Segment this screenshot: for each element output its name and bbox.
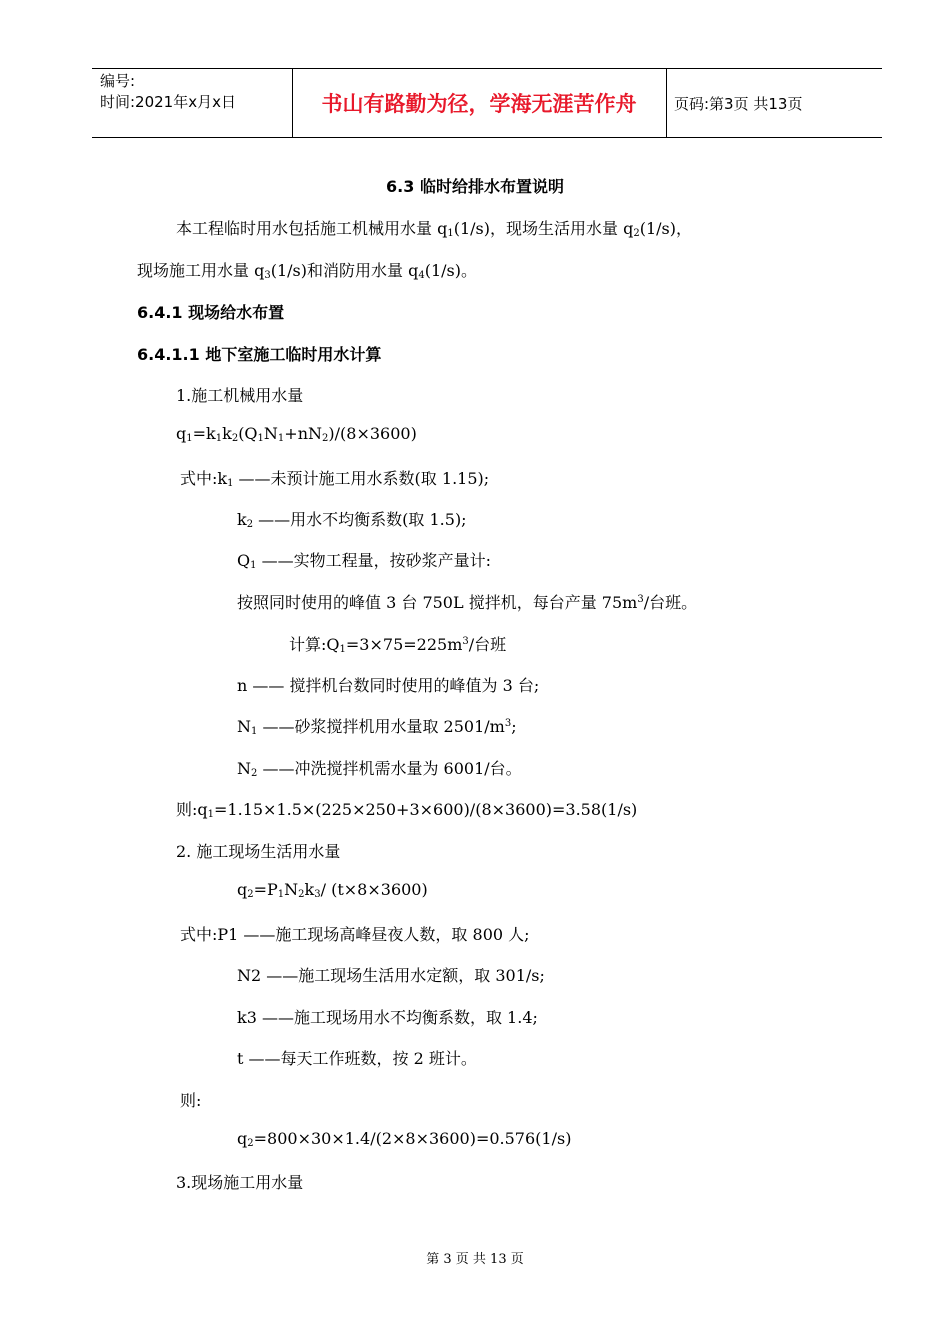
item2-n2: N2 ——施工现场生活用水定额，取 301/s; [237,966,545,985]
item2-p1: 式中:P1 ——施工现场高峰昼夜人数，取 800 人; [180,925,530,944]
header-divider [666,69,667,137]
item2-formula: $q_2=P_1N_2k_3/$ (t×8×3600) [237,880,428,900]
item1-heading: 1.施工机械用水量 [176,386,304,405]
item1-result: 则$:q_1=1.15\times 1.5\times(225\times 250+3\times 600)/(8\times 3600)=3.58(1/s)$ [176,800,638,820]
item2-k3: k3 ——施工现场用水不均衡系数，取 1.4; [237,1008,538,1027]
item1-peak: 按照同时使用的峰值 3 台 750L 搅拌机，每台产量 $75m^3/$台班。 [237,593,698,612]
page-footer: 第 3 页 共 13 页 [426,1252,524,1267]
item2-heading: 2. 施工现场生活用水量 [176,842,341,861]
time-label: 时间:2021年x月x日 [100,93,236,111]
item1-n: n —— 搅拌机台数同时使用的峰值为 3 台; [237,676,540,695]
item1-n1: $N_1$ ——砂浆搅拌机用水量取 $2501/m^3$; [237,717,517,737]
item2-result: $q_2=800\times 30\times 1.4/(2\times 8\times 3600)=0.576(1/s)$ [237,1129,572,1149]
item1-q1: $Q_1$ ——实物工程量，按砂浆产量计: [237,551,491,571]
item1-n2: $N_2$ ——冲洗搅拌机需水量为 6001/台。 [237,759,522,779]
item1-calc: 计算$:Q_1=3\times 75=225m^3/$台班 [289,635,507,655]
section-title: 6.3 临时给排水布置说明 [386,177,564,196]
item2-t: t ——每天工作班数，按 2 班计。 [237,1049,477,1068]
header-table [92,68,882,138]
item1-formula: $q_1=k_1k_2(Q_1N_1+nN_2)/(8\times 3600)$ [176,424,417,444]
header-motto: 书山有路勤为径，学海无涯苦作舟 [321,92,637,116]
header-left [100,71,236,113]
header-page-info: 页码:第3页 共13页 [674,94,803,113]
number-label: 编号: [100,72,136,90]
heading-6-4-1-1: 6.4.1.1 地下室施工临时用水计算 [137,345,382,364]
item3-heading: 3.现场施工用水量 [176,1173,304,1192]
item1-k1: 式中$:k_1$ ——未预计施工用水系数(取 1.15); [180,469,490,489]
intro-line-1: 本工程临时用水包括施工机械用水量 $q_1(1/s)$，现场生活用水量 $q_2(1/s)$， [176,219,692,239]
intro-line-2: 现场施工用水量 $q_3(1/s)$和消防用水量 $q_4(1/s)$。 [137,261,477,281]
item2-then: 则: [180,1091,202,1110]
item1-k2: $k_2$ ——用水不均衡系数(取 1.5); [237,510,467,530]
heading-6-4-1: 6.4.1 现场给水布置 [137,303,285,322]
